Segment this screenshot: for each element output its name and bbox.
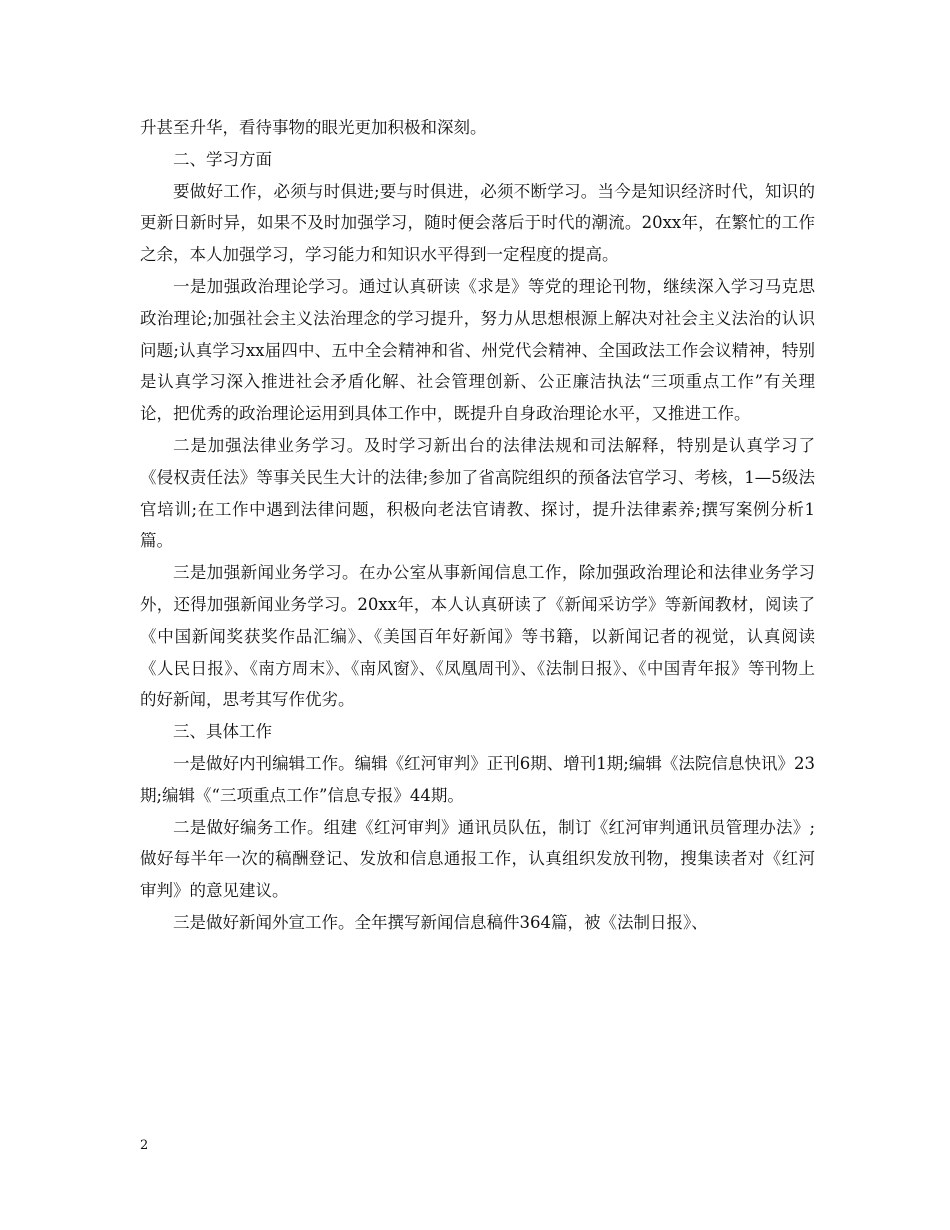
paragraph-political-theory: 一是加强政治理论学习。通过认真研读《求是》等党的理论刊物，继续深入学习马克思政治理论;加强社会主义法治理念的学习提升，努力从思想根源上解决对社会主义法治的认识问题;认真学习xx届四中、五中全会精神和省、州党代会精神、全国政法工作会议精神，特别是认真学习深入推进社会矛盾化解、社会管理创新、公正廉洁执法“三项重点工作”有关理论，把优秀的政治理论运用到具体工作中，既提升自身政治理论水平，又推进工作。 bbox=[140, 276, 815, 424]
section-heading-work: 三、具体工作 bbox=[173, 722, 272, 742]
section-heading-study: 二、学习方面 bbox=[173, 149, 272, 169]
paragraph-publicity-work: 三是做好新闻外宣工作。全年撰写新闻信息稿件364篇，被《法制日报》、 bbox=[173, 912, 708, 932]
paragraph-news-study: 三是加强新闻业务学习。在办公室从事新闻信息工作，除加强政治理论和法律业务学习外，还得加强新闻业务学习。20xx年，本人认真研读了《新闻采访学》等新闻教材，阅读了《中国新闻奖获奖作品汇编》、《美国百年好新闻》等书籍，以新闻记者的视觉，认真阅读《人民日报》、《南方周末》、《南风窗》、《凤凰周刊》、《法制日报》、《中国青年报》等刊物上的好新闻，思考其写作优劣。 bbox=[140, 563, 815, 710]
paragraph-study-intro: 要做好工作，必须与时俱进;要与时俱进，必须不断学习。当今是知识经济时代，知识的更新日新时异，如果不及时加强学习，随时便会落后于时代的潮流。20xx年，在繁忙的工作之余，本人加强学习，学习能力和知识水平得到一定程度的提高。 bbox=[140, 181, 815, 265]
paragraph-editorial-affairs: 二是做好编务工作。组建《红河审判》通讯员队伍，制订《红河审判通讯员管理办法》;做好每半年一次的稿酬登记、发放和信息通报工作，认真组织发放刊物，搜集读者对《红河审判》的意见建议。 bbox=[140, 817, 815, 901]
document-body bbox=[140, 112, 815, 939]
paragraph-legal-study: 二是加强法律业务学习。及时学习新出台的法律法规和司法解释，特别是认真学习了《侵权责任法》等事关民生大计的法律;参加了省高院组织的预备法官学习、考核，1—5级法官培训;在工作中遇到法律问题，积极向老法官请教、探讨，提升法律素养;撰写案例分析1篇。 bbox=[140, 435, 815, 551]
paragraph-editing-work: 一是做好内刊编辑工作。编辑《红河审判》正刊6期、增刊1期;编辑《法院信息快讯》23期;编辑《“三项重点工作”信息专报》44期。 bbox=[140, 753, 815, 805]
page-number: 2 bbox=[140, 1138, 149, 1153]
paragraph-continuation: 升甚至升华，看待事物的眼光更加积极和深刻。 bbox=[140, 118, 487, 137]
